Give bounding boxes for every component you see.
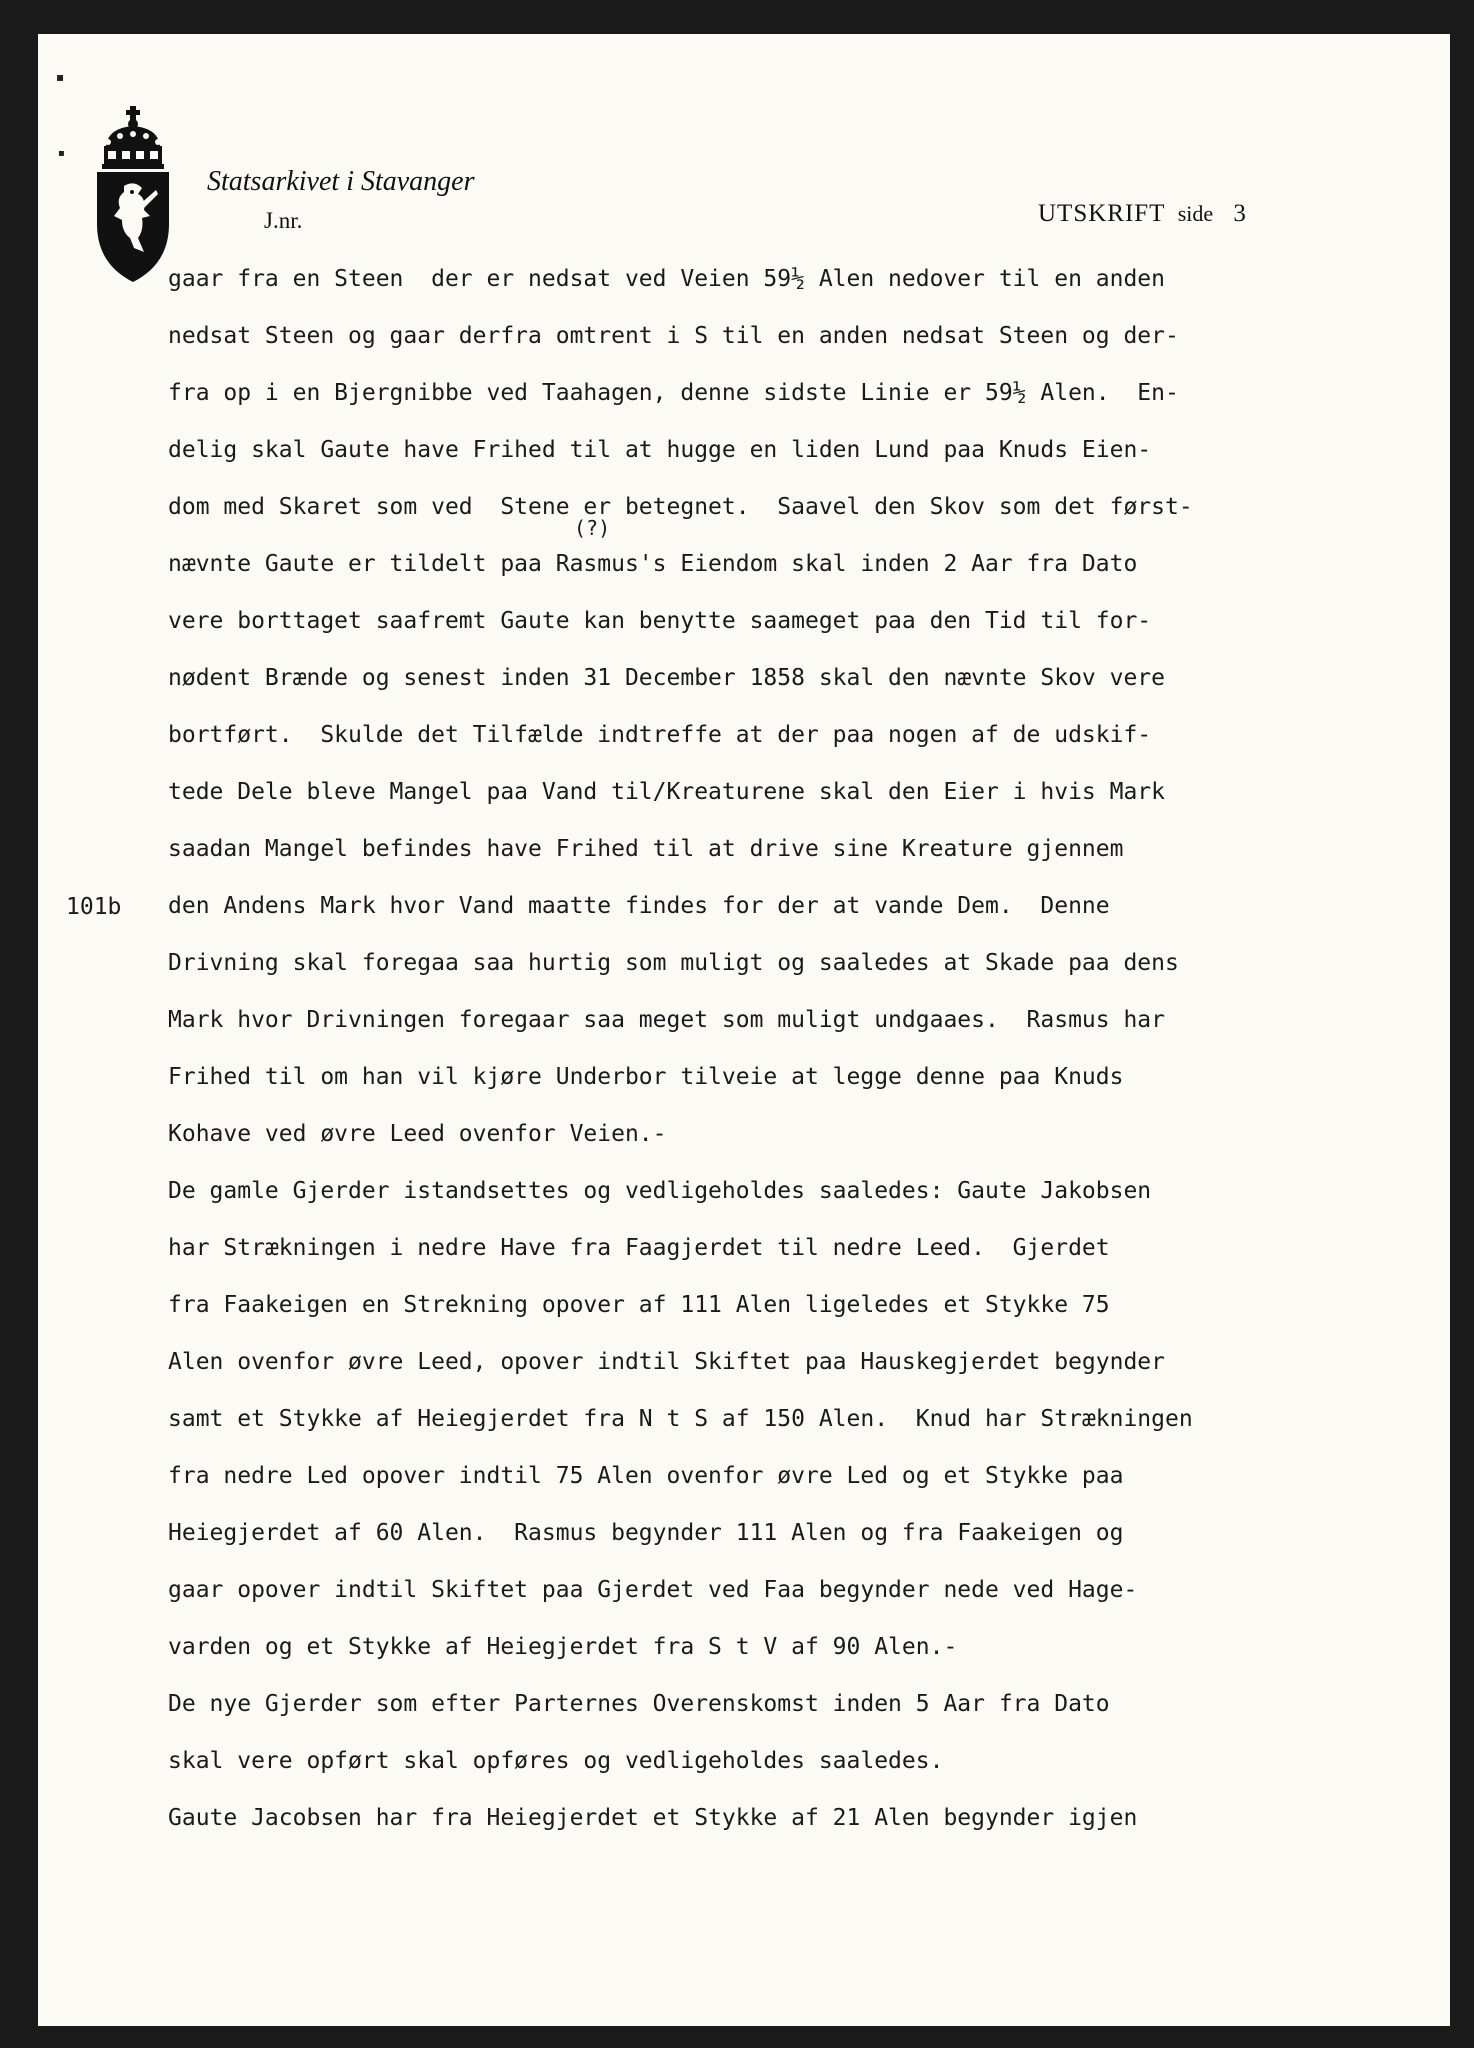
text-line: gaar fra en Steen der er nedsat ved Veien 59½ Alen nedover til en anden	[168, 266, 1165, 292]
page-header-utskrift	[1038, 200, 1246, 228]
text-line: nedsat Steen og gaar derfra omtrent i S til en anden nedsat Steen og der-	[168, 323, 1179, 349]
margin-note: 101b	[66, 894, 122, 920]
text-line: Mark hvor Drivningen foregaar saa meget som muligt undgaaes. Rasmus har	[168, 1007, 1165, 1033]
text-line: Gaute Jacobsen har fra Heiegjerdet et Stykke af 21 Alen begynder igjen	[168, 1805, 1138, 1831]
text-line: har Strækningen i nedre Have fra Faagjerdet til nedre Leed. Gjerdet	[168, 1235, 1110, 1261]
text-line: varden og et Stykke af Heiegjerdet fra S t V af 90 Alen.-	[168, 1634, 958, 1660]
text-line: Frihed til om han vil kjøre Underbor tilveie at legge denne paa Knuds	[168, 1064, 1124, 1090]
scan-speck: ▪	[58, 148, 65, 159]
text-line: Kohave ved øvre Leed ovenfor Veien.-	[168, 1121, 667, 1147]
scan-speck: ▪	[56, 70, 65, 84]
text-line: samt et Stykke af Heiegjerdet fra N t S af 150 Alen. Knud har Strækningen	[168, 1406, 1193, 1432]
text-line: gaar opover indtil Skiftet paa Gjerdet ved Faa begynder nede ved Hage-	[168, 1577, 1138, 1603]
archive-name: Statsarkivet i Stavanger	[207, 166, 475, 197]
text-line: Drivning skal foregaa saa hurtig som muligt og saaledes at Skade paa dens	[168, 950, 1179, 976]
text-line: delig skal Gaute have Frihed til at hugge en liden Lund paa Knuds Eien-	[168, 437, 1152, 463]
page-number: 3	[1233, 200, 1246, 227]
uncertain-reading-annotation: (?)	[574, 516, 611, 540]
text-line: dom med Skaret som ved Stene er betegnet. Saavel den Skov som det først-	[168, 494, 1193, 520]
text-line: nødent Brænde og senest inden 31 December 1858 skal den nævnte Skov vere	[168, 665, 1165, 691]
text-line: De gamle Gjerder istandsettes og vedligeholdes saaledes: Gaute Jakobsen	[168, 1178, 1152, 1204]
utskrift-label: UTSKRIFT	[1038, 200, 1166, 227]
text-line: nævnte Gaute er tildelt paa Rasmus's Eiendom skal inden 2 Aar fra Dato	[168, 551, 1138, 577]
text-line: fra nedre Led opover indtil 75 Alen ovenfor øvre Led og et Stykke paa	[168, 1463, 1124, 1489]
text-line: fra op i en Bjergnibbe ved Taahagen, denne sidste Linie er 59½ Alen. En-	[168, 380, 1179, 406]
text-line: Alen ovenfor øvre Leed, opover indtil Skiftet paa Hauskegjerdet begynder	[168, 1349, 1165, 1375]
text-line: skal vere opført skal opføres og vedligeholdes saaledes.	[168, 1748, 944, 1774]
side-label: side	[1177, 201, 1214, 226]
text-line: vere borttaget saafremt Gaute kan benytte saameget paa den Tid til for-	[168, 608, 1152, 634]
text-line: Heiegjerdet af 60 Alen. Rasmus begynder 111 Alen og fra Faakeigen og	[168, 1520, 1124, 1546]
text-line: den Andens Mark hvor Vand maatte findes for der at vande Dem. Denne	[168, 893, 1110, 919]
text-line: bortført. Skulde det Tilfælde indtreffe at der paa nogen af de udskif-	[168, 722, 1152, 748]
text-line: fra Faakeigen en Strekning opover af 111 Alen ligeledes et Stykke 75	[168, 1292, 1110, 1318]
jnr-label: J.nr.	[264, 208, 303, 233]
norwegian-coat-of-arms-icon	[94, 106, 172, 284]
text-line: De nye Gjerder som efter Parternes Overenskomst inden 5 Aar fra Dato	[168, 1691, 1110, 1717]
text-line: tede Dele bleve Mangel paa Vand til/Kreaturene skal den Eier i hvis Mark	[168, 779, 1165, 805]
text-line: saadan Mangel befindes have Frihed til at drive sine Kreature gjennem	[168, 836, 1124, 862]
